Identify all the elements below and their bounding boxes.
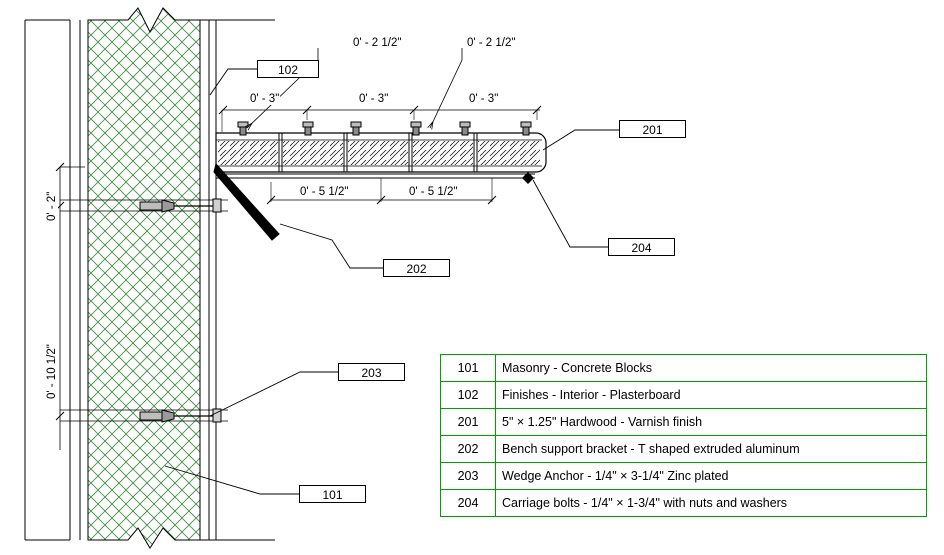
legend-code: 202: [441, 436, 496, 463]
legend-code: 203: [441, 463, 496, 490]
table-row: [441, 490, 927, 517]
table-row: [441, 382, 927, 409]
dimension-spacing-3: 0' - 3": [469, 93, 499, 105]
masonry-core: [88, 8, 200, 548]
legend-description: Wedge Anchor - 1/4" × 3-1/4" Zinc plated: [496, 463, 927, 490]
callout-204[interactable]: 204: [608, 238, 675, 256]
legend-description: Carriage bolts - 1/4" × 1-3/4" with nuts and washers: [496, 490, 927, 517]
table-row: [441, 436, 927, 463]
legend-code: 201: [441, 409, 496, 436]
legend-description: Bench support bracket - T shaped extruded aluminum: [496, 436, 927, 463]
dimension-spacing-1: 0' - 3": [250, 93, 280, 105]
wall-assembly: [25, 20, 88, 540]
dimension-spacing-2: 0' - 3": [359, 93, 389, 105]
callout-101[interactable]: 101: [299, 485, 366, 503]
table-row: [441, 409, 927, 436]
legend-description: Masonry - Concrete Blocks: [496, 355, 927, 382]
bench-support-bracket: [214, 164, 535, 240]
legend-table: [440, 354, 927, 517]
table-row: [441, 355, 927, 382]
callout-203[interactable]: 203: [338, 363, 405, 381]
dimension-top-right: 0' - 2 1/2": [467, 37, 516, 49]
callout-102[interactable]: 102: [257, 60, 319, 78]
callout-201[interactable]: 201: [619, 120, 686, 138]
dimension-bracket-1: 0' - 5 1/2": [300, 186, 349, 198]
legend-description: 5" × 1.25" Hardwood - Varnish finish: [496, 409, 927, 436]
dimension-vertical-lower: 0' - 10 1/2": [46, 344, 58, 399]
table-row: [441, 463, 927, 490]
dimension-top-left: 0' - 2 1/2": [353, 37, 402, 49]
legend-code: 204: [441, 490, 496, 517]
dimension-bracket-2: 0' - 5 1/2": [409, 186, 458, 198]
dimension-vertical-upper: 0' - 2": [46, 191, 58, 221]
callout-202[interactable]: 202: [383, 259, 450, 277]
legend-code: 102: [441, 382, 496, 409]
bench-seat: [216, 122, 546, 172]
legend-code: 101: [441, 355, 496, 382]
legend-description: Finishes - Interior - Plasterboard: [496, 382, 927, 409]
